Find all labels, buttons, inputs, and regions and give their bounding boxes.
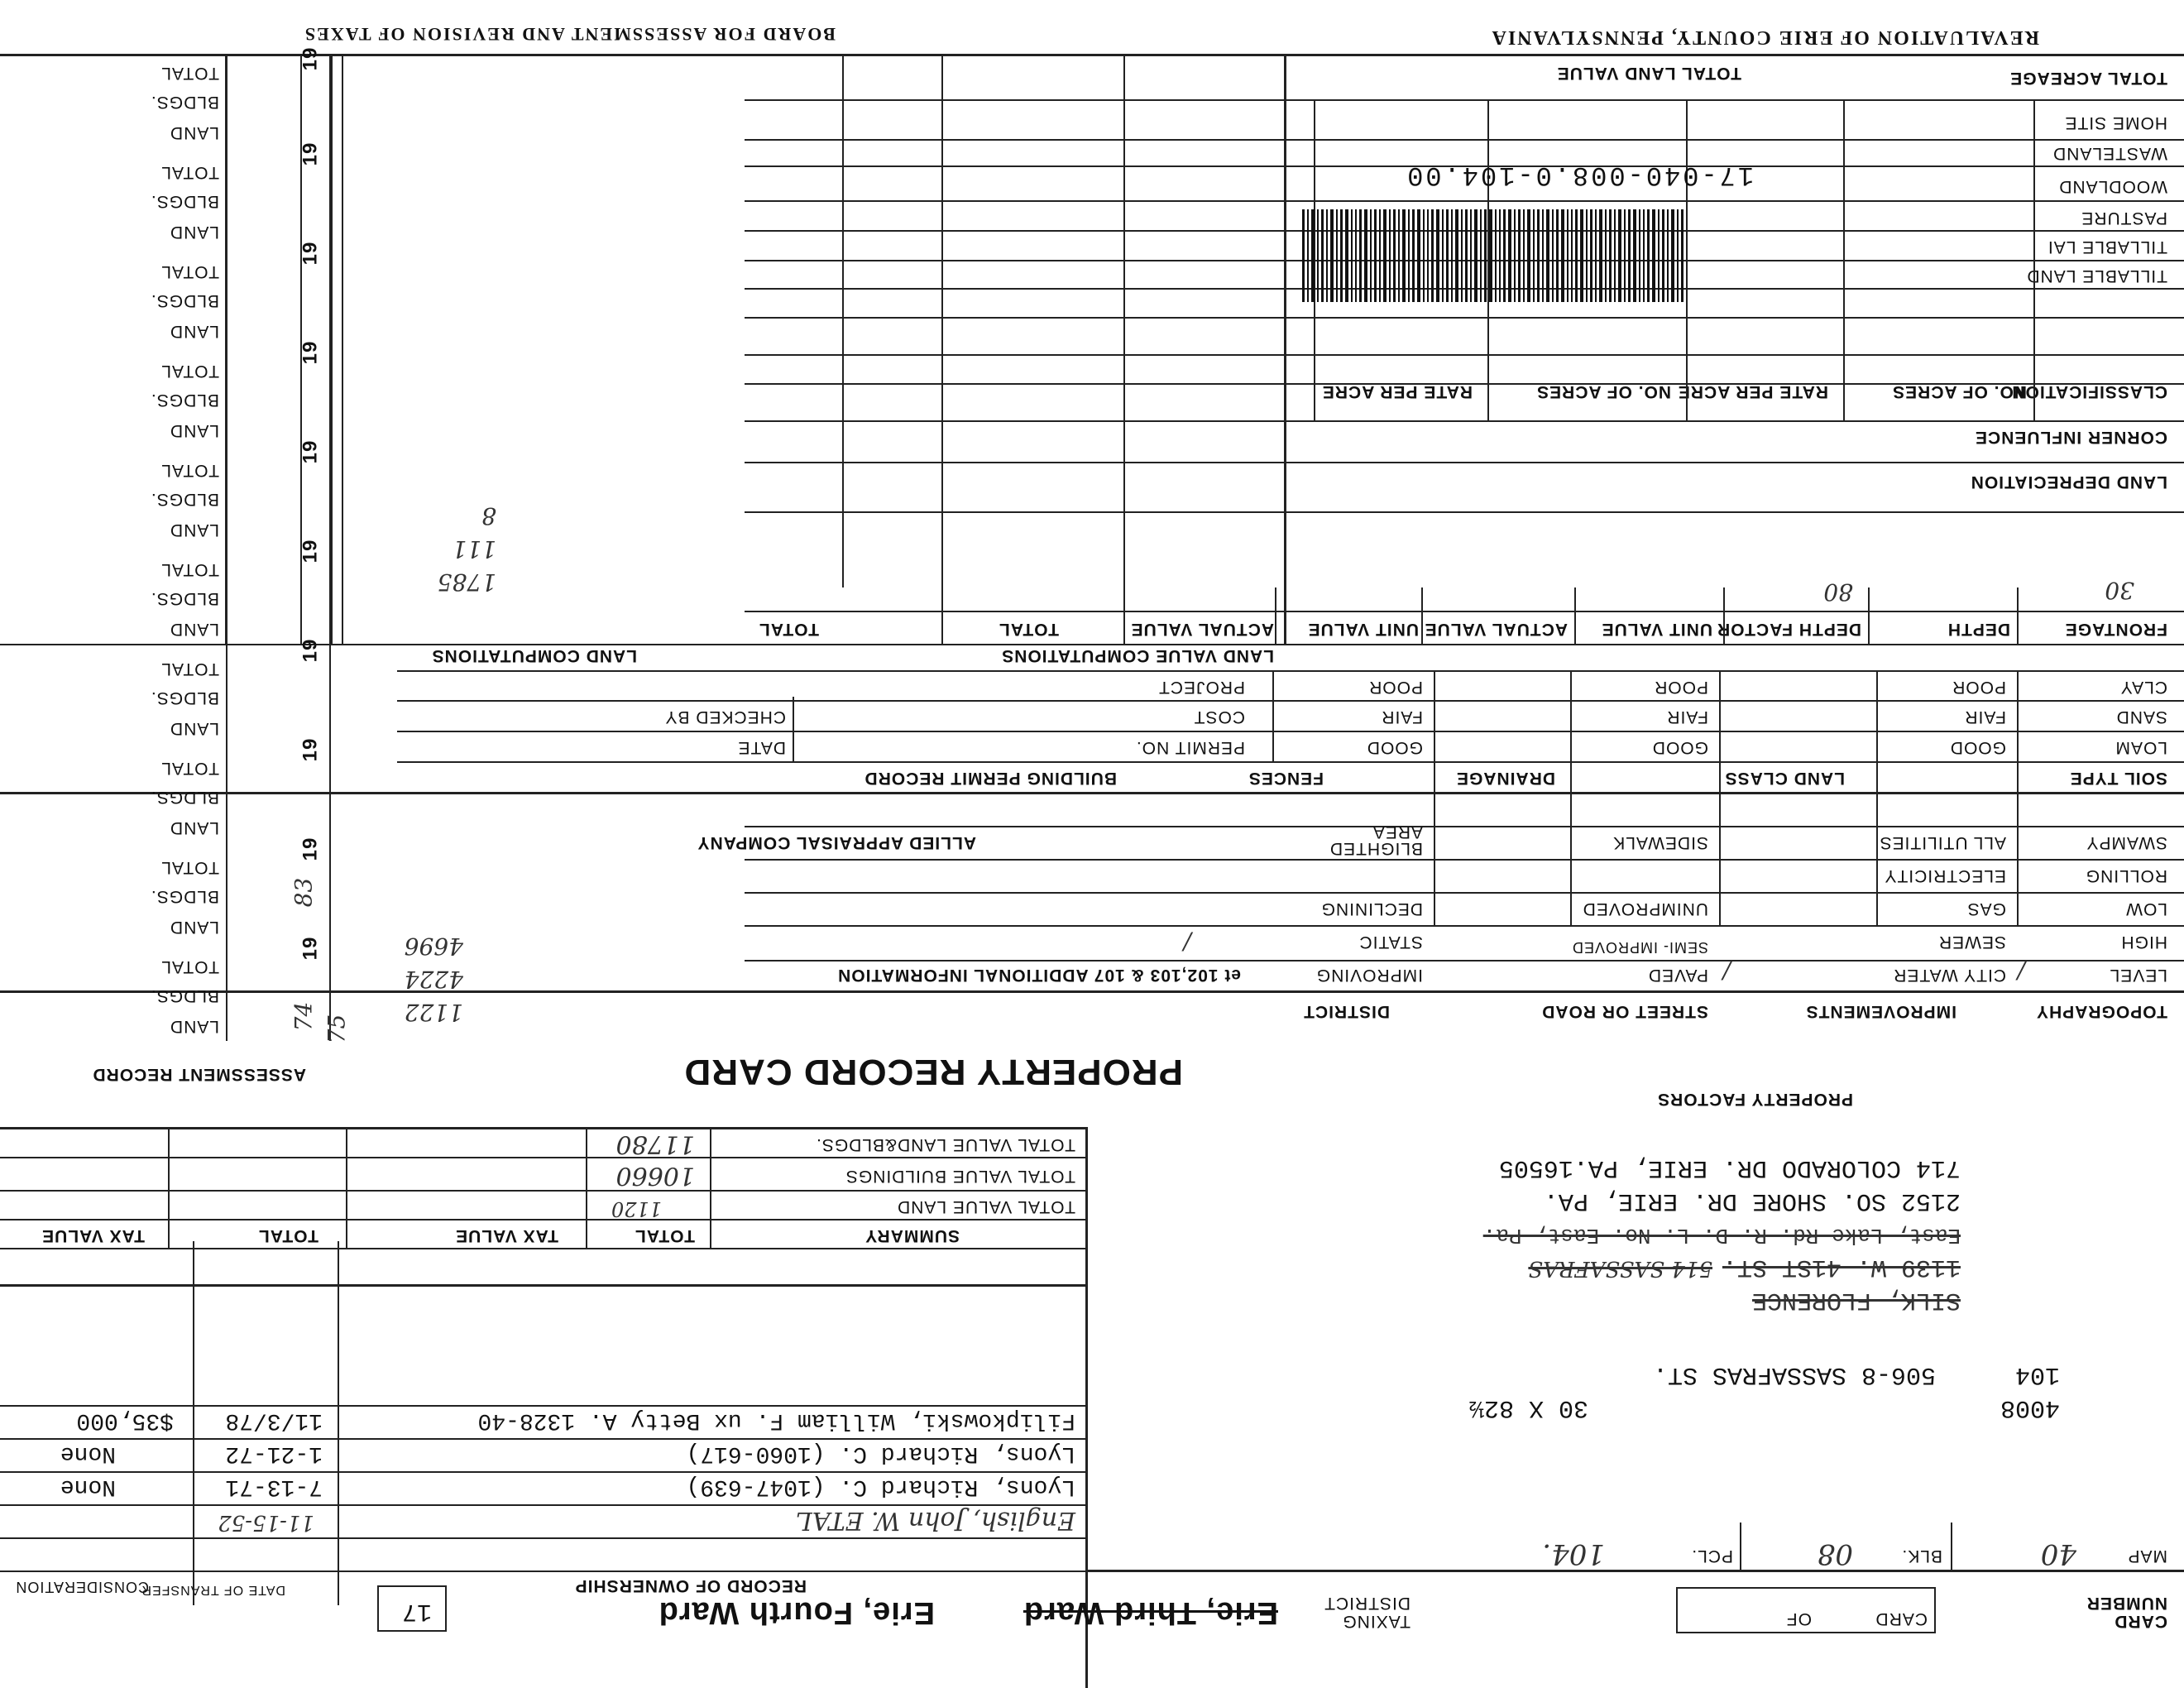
owner-struck-rd: East, Lake Rd. R. D. L. No. East, Pa. bbox=[1482, 1223, 1961, 1248]
class-poor: POOR bbox=[1654, 678, 1708, 697]
assess-land: LAND bbox=[169, 223, 219, 242]
district-name: Erie, Fourth Ward bbox=[658, 1595, 935, 1630]
year-prefix: 19 bbox=[299, 737, 322, 762]
blk-value: 08 bbox=[1817, 1537, 1853, 1571]
level-label: LEVEL bbox=[2109, 966, 2167, 985]
assess-total: TOTAL bbox=[160, 759, 219, 778]
property-address: 506-8 SASSAFRAS ST. bbox=[1652, 1360, 1936, 1388]
land-depreciation-label: LAND DEPRECIATION bbox=[1970, 472, 2167, 492]
year-prefix: 19 bbox=[299, 837, 322, 861]
assess-bldgs: BLDGS. bbox=[150, 391, 219, 410]
hand-bldg-value: 4224 bbox=[404, 966, 463, 993]
actual-value-label-2: ACTUAL VALUE bbox=[1130, 620, 1274, 639]
checked-by-label: CHECKED BY bbox=[664, 707, 786, 727]
no-of-acres-label-2: NO. OF ACRES bbox=[1536, 382, 1671, 401]
street-or-road-label: STREET OR ROAD bbox=[1541, 1002, 1708, 1021]
year-prefix: 19 bbox=[299, 936, 322, 961]
cost-label: COST bbox=[1193, 707, 1245, 727]
pcl-label: PCL. bbox=[1691, 1547, 1733, 1566]
map-code: 4008 bbox=[2000, 1393, 2060, 1422]
year-prefix: 19 bbox=[299, 340, 322, 365]
high-label: HIGH bbox=[2120, 933, 2167, 952]
date-of-transfer-label: DATE OF TRANSFER bbox=[141, 1583, 285, 1597]
total-value-buildings-label: TOTAL VALUE BUILDINGS bbox=[845, 1167, 1075, 1186]
total-value-land-label: TOTAL VALUE LAND bbox=[897, 1197, 1075, 1216]
low-label: LOW bbox=[2125, 899, 2167, 918]
class-good: GOOD bbox=[1651, 738, 1708, 757]
assess-total: TOTAL bbox=[160, 461, 219, 480]
district-label: DISTRICT bbox=[1303, 1002, 1390, 1021]
summary-total-label-2: TOTAL bbox=[257, 1226, 318, 1245]
hand-comp-3: 1785 bbox=[437, 568, 496, 596]
no-of-acres-label-1: NO. OF ACRES bbox=[1892, 382, 2027, 401]
depth-label: DEPTH bbox=[1947, 620, 2010, 639]
owner-record-1-consideration: $35,000 bbox=[76, 1407, 174, 1433]
revaluation-title: REVALUATION OF ERIE COUNTY, PENNSYLVANIA bbox=[1490, 26, 2039, 48]
additional-info-label: et 102,103 & 107 ADDITIONAL INFORMATION bbox=[837, 966, 1241, 985]
assess-land: LAND bbox=[169, 1017, 219, 1036]
assess-total: TOTAL bbox=[160, 659, 219, 679]
hand-year-74: 74 bbox=[290, 1001, 318, 1032]
assess-land: LAND bbox=[169, 818, 219, 837]
unit-value-label-1: UNIT VALUE bbox=[1601, 620, 1712, 639]
allied-appraisal-label: ALLIED APPRAISAL COMPANY bbox=[697, 833, 976, 852]
owner-record-3-date: 7-13-71 bbox=[225, 1474, 323, 1499]
drain-fair: FAIR bbox=[1381, 707, 1423, 727]
assess-bldgs: BLDGS. bbox=[150, 589, 219, 608]
land-value-computations-title: LAND VALUE COMPUTATIONS bbox=[1001, 646, 1274, 665]
owner-record-2-date: 1-21-72 bbox=[225, 1441, 323, 1466]
blighted-area-label: BLIGHTED AREA bbox=[1329, 822, 1423, 858]
taxing-district-label: TAXING DISTRICT bbox=[1324, 1594, 1410, 1631]
year-prefix: 19 bbox=[299, 439, 322, 464]
drain-poor: POOR bbox=[1368, 678, 1423, 697]
land-computations-label: LAND COMPUTATIONS bbox=[431, 646, 637, 665]
board-title: BOARD FOR ASSESSMENT AND REVISION OF TAXES bbox=[303, 24, 836, 45]
assess-bldgs: BLDGS. bbox=[150, 192, 219, 211]
class-fair: FAIR bbox=[1666, 707, 1708, 727]
home-site-label: HOME SITE bbox=[2064, 113, 2167, 132]
owner-struck-hand: 514 SASSAFRAS bbox=[1528, 1256, 1712, 1281]
pcl-value: 104. bbox=[1542, 1537, 1605, 1571]
assess-total: TOTAL bbox=[160, 858, 219, 877]
lot-size: 30 X 82½ bbox=[1468, 1393, 1588, 1422]
hand-comp-1: 8 bbox=[481, 502, 496, 530]
all-utilities-label: ALL UTILITIES bbox=[1879, 833, 2006, 852]
property-factors-label: PROPERTY FACTORS bbox=[1657, 1090, 1853, 1109]
hand-total-value: 4696 bbox=[404, 933, 463, 960]
owner-record-3-consideration: None bbox=[60, 1474, 116, 1499]
assess-total: TOTAL bbox=[160, 163, 219, 182]
card-number-label: CARD NUMBER bbox=[2086, 1594, 2167, 1631]
hand-summary-land: 1120 bbox=[611, 1197, 662, 1220]
assess-bldgs: BLDGS. bbox=[150, 93, 219, 112]
depth-factor-label: DEPTH FACTOR bbox=[1717, 620, 1861, 639]
parcel-barcode bbox=[1220, 209, 1684, 302]
owner-record-2-name: Lyons, Richard C. (1060-617) bbox=[686, 1441, 1075, 1466]
hand-year-75: 75 bbox=[323, 1014, 351, 1044]
owner-record-4-date: 11-15-52 bbox=[218, 1510, 314, 1535]
land-comp-divider bbox=[941, 56, 943, 645]
city-water-label: CITY WATER bbox=[1893, 966, 2006, 985]
total-acreage-label: TOTAL ACREAGE bbox=[2009, 69, 2167, 88]
owner-record-1-name: Filipkowski, William F. ux Betty A. 1328-40 bbox=[477, 1407, 1075, 1433]
assess-bldgs: BLDGS. bbox=[150, 688, 219, 707]
hand-year-83: 83 bbox=[290, 877, 318, 908]
assess-land: LAND bbox=[169, 322, 219, 341]
owner-record-3-name: Lyons, Richard C. (1047-639) bbox=[686, 1474, 1075, 1499]
hand-comp-2: 111 bbox=[452, 535, 496, 563]
year-prefix: 19 bbox=[299, 638, 322, 663]
rolling-label: ROLLING bbox=[2085, 866, 2167, 885]
date-label: DATE bbox=[737, 738, 786, 757]
hand-frontage: 30 bbox=[2105, 577, 2134, 604]
corner-influence-label: CORNER INFLUENCE bbox=[1974, 428, 2167, 447]
swampy-label: SWAMPY bbox=[2086, 833, 2167, 852]
summary-total-label: TOTAL bbox=[634, 1226, 695, 1245]
building-permit-record-label: BUILDING PERMIT RECORD bbox=[864, 769, 1117, 788]
frontage-label: FRONTAGE bbox=[2064, 620, 2167, 639]
tillable-land-label: TILLABLE LAND bbox=[2026, 266, 2167, 285]
summary-label: SUMMARY bbox=[864, 1226, 960, 1245]
paved-label: PAVED bbox=[1647, 966, 1708, 985]
semi-improved-label: SEMI- IMPROVED bbox=[1571, 939, 1708, 956]
total-land-value-label: TOTAL LAND VALUE bbox=[1556, 64, 1741, 83]
improving-label: IMPROVING bbox=[1315, 966, 1423, 985]
assess-total: TOTAL bbox=[160, 957, 219, 976]
drainage-label: DRAINAGE bbox=[1455, 769, 1555, 788]
assess-land: LAND bbox=[169, 719, 219, 738]
land-class-label: LAND CLASS bbox=[1724, 769, 1845, 788]
pasture-label: PASTURE bbox=[2081, 209, 2167, 228]
hand-summary-total: 11780 bbox=[615, 1129, 695, 1158]
woodland-label: WOODLAND bbox=[2058, 177, 2167, 196]
drain-good: GOOD bbox=[1366, 738, 1423, 757]
project-label: PROJECT bbox=[1157, 678, 1245, 697]
assess-land: LAND bbox=[169, 123, 219, 142]
rate-per-acre-label-2: RATE PER ACRE bbox=[1321, 382, 1473, 401]
gas-label: GAS bbox=[1966, 899, 2006, 918]
blk-label: BLK. bbox=[1901, 1547, 1942, 1566]
unimproved-label: UNIMPROVED bbox=[1582, 899, 1708, 918]
hand-summary-bldg: 10660 bbox=[615, 1161, 695, 1190]
assess-total: TOTAL bbox=[160, 560, 219, 579]
record-of-ownership-title: RECORD OF OWNERSHIP bbox=[574, 1576, 807, 1595]
sidewalk-label: SIDEWALK bbox=[1612, 833, 1708, 852]
assessment-record-label: ASSESSMENT RECORD bbox=[92, 1065, 306, 1084]
sand-label: SAND bbox=[2115, 707, 2167, 727]
summary-tax-value-label-2: TAX VALUE bbox=[41, 1226, 145, 1245]
year-prefix: 19 bbox=[299, 46, 322, 71]
soil-good: GOOD bbox=[1949, 738, 2006, 757]
year-prefix: 19 bbox=[299, 241, 322, 266]
owner-struck-name: SILK, FLORENCE bbox=[1751, 1286, 1961, 1314]
assess-bldgs: BLDGS. bbox=[150, 291, 219, 310]
assess-bldgs: BLDGS. bbox=[150, 788, 219, 807]
tillable-lai-label: TILLABLE LAI bbox=[2047, 237, 2167, 257]
card-label: CARD bbox=[1875, 1609, 1928, 1628]
rate-per-acre-label-1: RATE PER ACRE bbox=[1677, 382, 1828, 401]
soil-type-label: SOIL TYPE bbox=[2069, 769, 2167, 788]
owner-address-current: 714 COLORADO DR. ERIE, PA.16505 bbox=[1498, 1153, 1961, 1182]
owner-record-1-date: 11/3/78 bbox=[225, 1407, 323, 1433]
check-improving: / bbox=[1183, 928, 1191, 956]
fences-label: FENCES bbox=[1248, 769, 1324, 788]
top-frame bbox=[0, 54, 2184, 56]
check-paved: / bbox=[1722, 957, 1731, 985]
assess-total: TOTAL bbox=[160, 262, 219, 281]
map-label: MAP bbox=[2127, 1547, 2167, 1566]
clay-label: CLAY bbox=[2119, 678, 2167, 697]
topography-label: TOPOGRAPHY bbox=[2036, 1002, 2167, 1021]
total-label-1: TOTAL bbox=[998, 620, 1059, 639]
year-prefix: 19 bbox=[299, 141, 322, 166]
check-level: / bbox=[2017, 957, 2025, 985]
permit-no-label: PERMIT NO. bbox=[1135, 738, 1245, 757]
assess-bldgs: BLDGS. bbox=[150, 490, 219, 509]
assess-total: TOTAL bbox=[160, 64, 219, 83]
map-value: 40 bbox=[2040, 1537, 2076, 1571]
owner-address-line: 2152 SO. SHORE DR. ERIE, PA. bbox=[1543, 1187, 1961, 1215]
classification-label: CLASSIFICATION bbox=[2011, 382, 2167, 401]
property-record-card-title: PROPERTY RECORD CARD bbox=[683, 1052, 1183, 1092]
improvements-label: IMPROVEMENTS bbox=[1805, 1002, 1956, 1021]
total-label-2: TOTAL bbox=[758, 620, 819, 639]
parcel-number: 17-040-008.0-104.00 bbox=[1405, 160, 1754, 190]
assess-land: LAND bbox=[169, 918, 219, 937]
year-prefix: 19 bbox=[299, 539, 322, 563]
consideration-label: CONSIDERATION bbox=[15, 1579, 149, 1595]
district-code: 17 bbox=[401, 1597, 432, 1625]
unit-value-label-2: UNIT VALUE bbox=[1307, 620, 1419, 639]
owner-struck-address: 1139 W. 41ST ST. bbox=[1722, 1253, 1961, 1281]
hand-land-value: 1122 bbox=[404, 999, 463, 1026]
electricity-label: ELECTRICITY bbox=[1884, 866, 2006, 885]
assess-total: TOTAL bbox=[160, 362, 219, 381]
assess-land: LAND bbox=[169, 421, 219, 440]
assess-land: LAND bbox=[169, 620, 219, 639]
summary-tax-value-label: TAX VALUE bbox=[455, 1226, 558, 1245]
loam-label: LOAM bbox=[2115, 738, 2167, 757]
assess-land: LAND bbox=[169, 520, 219, 539]
assess-bldgs: BLDGS. bbox=[150, 986, 219, 1005]
of-label: OF bbox=[1785, 1609, 1812, 1628]
hand-depth-factor: 80 bbox=[1823, 578, 1853, 606]
owner-record-2-consideration: None bbox=[60, 1441, 116, 1466]
land-section-divider bbox=[1284, 56, 1286, 645]
actual-value-label-1: ACTUAL VALUE bbox=[1424, 620, 1568, 639]
soil-poor: POOR bbox=[1952, 678, 2006, 697]
assess-bldgs: BLDGS. bbox=[150, 887, 219, 906]
total-value-land-bldgs-label: TOTAL VALUE LAND&BLDGS. bbox=[816, 1135, 1075, 1154]
district-struck: Erie, Third Ward bbox=[1023, 1595, 1278, 1630]
wasteland-label: WASTELAND bbox=[2052, 144, 2167, 163]
account-number: 104 bbox=[2014, 1360, 2060, 1388]
soil-fair: FAIR bbox=[1964, 707, 2006, 727]
owner-record-4-name: English, John W. ETAL bbox=[795, 1506, 1075, 1535]
sewer-label: SEWER bbox=[1937, 933, 2006, 952]
static-label: STATIC bbox=[1358, 933, 1423, 952]
declining-label: DECLINING bbox=[1320, 899, 1423, 918]
